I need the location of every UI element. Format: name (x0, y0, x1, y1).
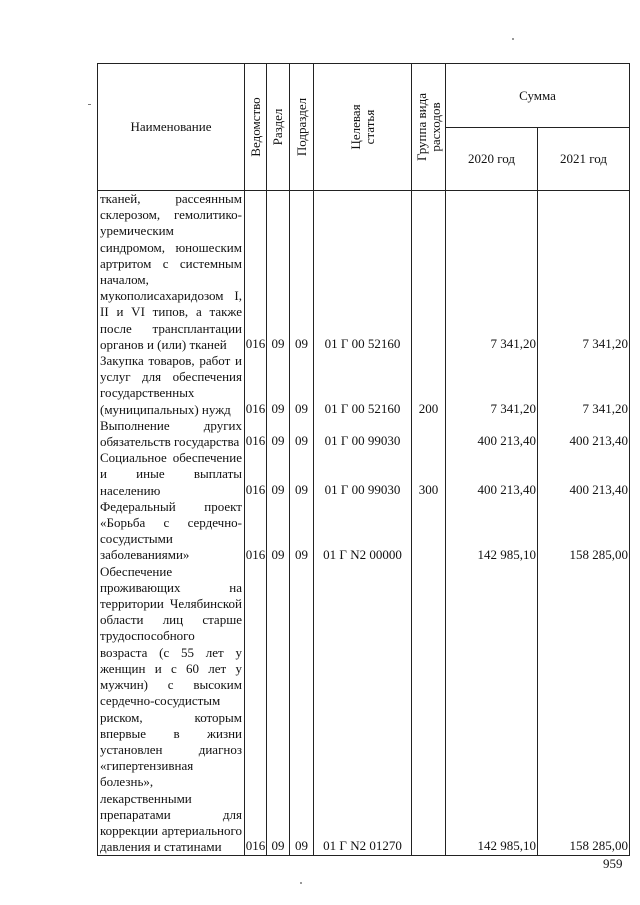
row-razdel: 09 (267, 450, 290, 499)
row-group: 300 (412, 450, 446, 499)
row-target: 01 Г N2 01270 (314, 564, 412, 856)
header-group-line2: расходов (427, 102, 443, 152)
row-sum-2020: 400 213,40 (446, 450, 538, 499)
row-podrazdel: 09 (290, 353, 314, 418)
row-target: 01 Г 00 52160 (314, 191, 412, 354)
row-podrazdel: 09 (290, 191, 314, 354)
scan-speck (512, 38, 514, 40)
row-sum-2020: 7 341,20 (446, 353, 538, 418)
row-razdel: 09 (267, 564, 290, 856)
budget-table (97, 63, 630, 856)
row-sum-2021: 400 213,40 (538, 450, 630, 499)
row-vedomstvo: 016 (245, 191, 267, 354)
header-year-2021: 2021 год (538, 128, 630, 191)
row-group (412, 418, 446, 450)
row-vedomstvo: 016 (245, 499, 267, 564)
row-sum-2021: 158 285,00 (538, 499, 630, 564)
header-target-line2: статья (361, 109, 377, 145)
table-row (98, 418, 630, 450)
table-row (98, 450, 630, 499)
row-target: 01 Г 00 99030 (314, 418, 412, 450)
scan-speck (300, 882, 302, 884)
row-name: Выполнение других обязательств государства (98, 418, 245, 450)
row-group (412, 564, 446, 856)
row-podrazdel: 09 (290, 418, 314, 450)
row-name: Федеральный проект «Борьба с сердечно-сосудистыми заболеваниями» (98, 499, 245, 564)
header-group-text (415, 93, 443, 161)
row-razdel: 09 (267, 353, 290, 418)
scan-speck (88, 104, 91, 105)
row-sum-2021: 158 285,00 (538, 564, 630, 856)
row-sum-2021: 7 341,20 (538, 191, 630, 354)
row-name: Обеспечение проживающих на территории Челябинской области лиц старше трудоспособного возраста (с 55 лет у женщин и с 60 лет у мужчин) с высоким сердечно-сосудистым риском, которым впервые в жизни установлен диагноз «гипертензивная болезнь», лекарственными препаратами для коррекции артериального давления и статинами (98, 564, 245, 856)
header-sum: Сумма (446, 64, 630, 128)
row-podrazdel: 09 (290, 499, 314, 564)
page-number: 959 (603, 856, 623, 871)
row-target: 01 Г 00 99030 (314, 450, 412, 499)
header-name: Наименование (98, 64, 245, 191)
row-name: тканей, рассеянным склерозом, гемолитико-уремическим синдромом, юношеским артритом с системным началом, мукополисахаридозом I, II и VI типов, а также после трансплантации органов и (или) тканей (98, 191, 245, 354)
row-sum-2020: 142 985,10 (446, 564, 538, 856)
header-group-line1: Группа вида (413, 93, 429, 161)
header-razdel-text: Раздел (270, 108, 285, 146)
header-target-text (349, 104, 377, 149)
table-row (98, 191, 630, 354)
table-row (98, 499, 630, 564)
row-group (412, 499, 446, 564)
row-sum-2020: 7 341,20 (446, 191, 538, 354)
header-podrazdel (290, 64, 314, 191)
row-group (412, 191, 446, 354)
row-target: 01 Г 00 52160 (314, 353, 412, 418)
header-razdel (267, 64, 290, 191)
row-razdel: 09 (267, 191, 290, 354)
row-sum-2021: 400 213,40 (538, 418, 630, 450)
row-podrazdel: 09 (290, 450, 314, 499)
row-name: Социальное обеспечение и иные выплаты населению (98, 450, 245, 499)
table-row (98, 353, 630, 418)
row-sum-2020: 142 985,10 (446, 499, 538, 564)
row-target: 01 Г N2 00000 (314, 499, 412, 564)
header-target (314, 64, 412, 191)
header-podrazdel-text: Подраздел (293, 97, 309, 157)
header-target-line1: Целевая (347, 104, 363, 150)
row-sum-2021: 7 341,20 (538, 353, 630, 418)
header-vedomstvo (245, 64, 267, 191)
header-vedomstvo-text: Ведомство (247, 97, 263, 157)
row-vedomstvo: 016 (245, 450, 267, 499)
row-razdel: 09 (267, 499, 290, 564)
row-sum-2020: 400 213,40 (446, 418, 538, 450)
row-group: 200 (412, 353, 446, 418)
header-group (412, 64, 446, 191)
row-razdel: 09 (267, 418, 290, 450)
row-vedomstvo: 016 (245, 353, 267, 418)
row-vedomstvo: 016 (245, 418, 267, 450)
row-podrazdel: 09 (290, 564, 314, 856)
row-name: Закупка товаров, работ и услуг для обеспечения государственных (муниципальных) нужд (98, 353, 245, 418)
table-row (98, 564, 630, 856)
row-vedomstvo: 016 (245, 564, 267, 856)
header-year-2020: 2020 год (446, 128, 538, 191)
